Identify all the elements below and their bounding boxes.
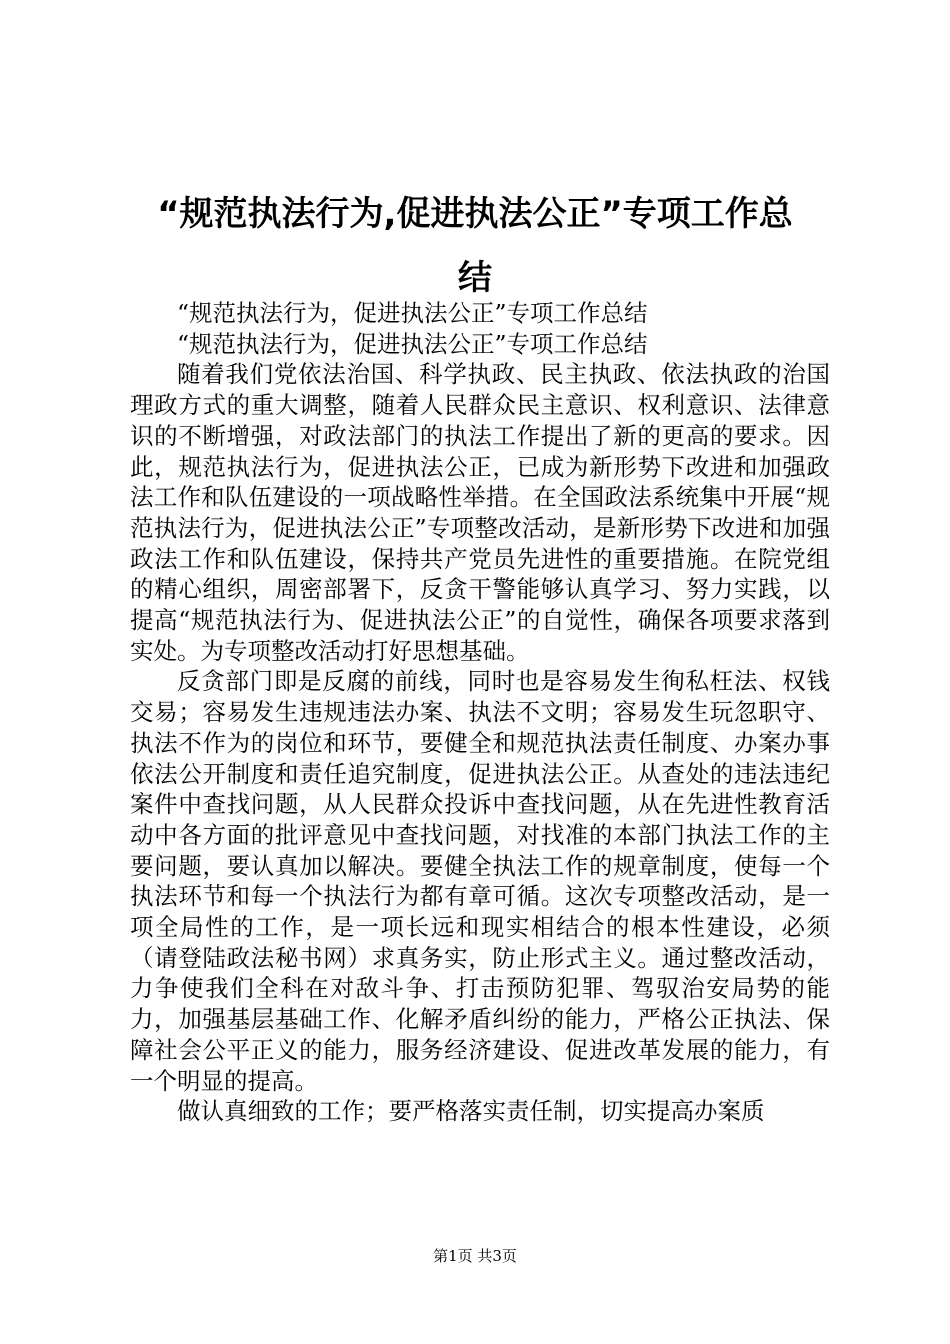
- document-body: [130, 298, 830, 1127]
- page-number-footer: 第1页 共3页: [433, 1247, 517, 1265]
- document-title-line-2: 结: [458, 258, 492, 298]
- body-paragraph: “规范执法行为，促进执法公正”专项工作总结: [177, 329, 648, 358]
- body-paragraph: 做认真细致的工作；要严格落实责任制，切实提高办案质: [177, 1097, 765, 1126]
- document-title-line-1: “规范执法行为,促进执法公正”专项工作总: [157, 194, 793, 234]
- body-paragraph: “规范执法行为，促进执法公正”专项工作总结: [177, 299, 648, 327]
- body-paragraph: 反贪部门即是反腐的前线，同时也是容易发生徇私枉法、权钱交易；容易发生违规违法办案、执法不文明；容易发生玩忽职守、执法不作为的岗位和环节，要健全和规范执法责任制度、办案办事依法公开制度和责任追究制度，促进执法公正。从查处的违法违纪案件中查找问题，从人民群众投诉中查找问题，从在先进性教育活动中各方面的批评意见中查找问题，对找准的本部门执法工作的主要问题，要认真加以解决。要健全执法工作的规章制度，使每一个执法环节和每一个执法行为都有章可循。这次专项整改活动，是一项全局性的工作，是一项长远和现实相结合的根本性建设，必须（请登陆政法秘书网）求真务实，防止形式主义。通过整改活动，力争使我们全科在对敌斗争、打击预防犯罪、驾驭治安局势的能力，加强基层基础工作、化解矛盾纠纷的能力，严格公正执法、保障社会公平正义的能力，服务经济建设、促进改革发展的能力，有一个明显的提高。: [130, 667, 830, 1095]
- body-paragraph: 随着我们党依法治国、科学执政、民主执政、依法执政的治国理政方式的重大调整，随着人民群众民主意识、权利意识、法律意识的不断增强，对政法部门的执法工作提出了新的更高的要求。因此，规范执法行为，促进执法公正，已成为新形势下改进和加强政法工作和队伍建设的一项战略性举措。在全国政法系统集中开展“规范执法行为，促进执法公正”专项整改活动，是新形势下改进和加强政法工作和队伍建设，保持共产党员先进性的重要措施。在院党组的精心组织，周密部署下，反贪干警能够认真学习、努力实践，以提高“规范执法行为、促进执法公正”的自觉性，确保各项要求落到实处。为专项整改活动打好思想基础。: [130, 360, 830, 665]
